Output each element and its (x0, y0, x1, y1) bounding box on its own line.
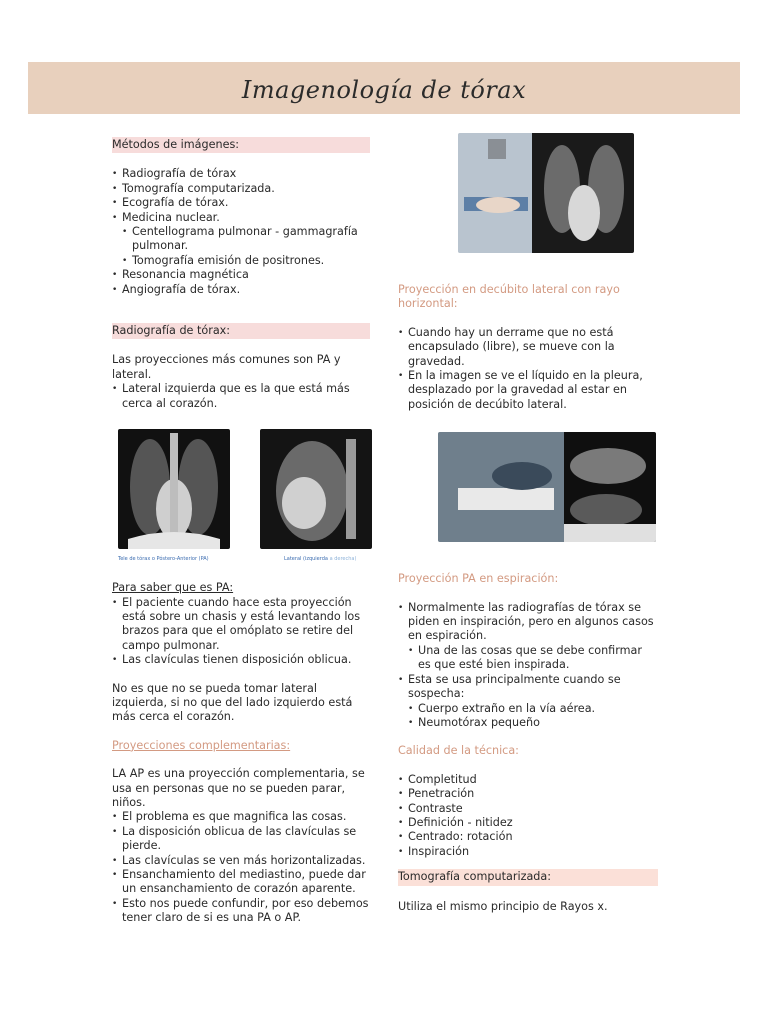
espiracion-sublist-1 (398, 644, 658, 673)
pa-bullets (112, 596, 370, 668)
title-banner (28, 62, 740, 114)
calidad-heading: Calidad de la técnica: (398, 744, 519, 758)
right-column (398, 133, 658, 914)
metodos-list (112, 167, 370, 225)
pa-xray-image (118, 429, 230, 549)
list-item: • Penetración (398, 787, 658, 801)
list-item: • El problema es que magnifica las cosas. (112, 810, 370, 824)
list-item: • Cuando hay un derrame que no está encapsulado (libre), se mueve con la gravedad. (398, 326, 658, 369)
list-item: • Completitud (398, 773, 658, 787)
espiracion-bullets (398, 601, 658, 644)
decubito-figure-top (398, 133, 658, 283)
list-item: • Definición - nitidez (398, 816, 658, 830)
list-item: • Contraste (398, 802, 658, 816)
decubito-xray-image (458, 133, 634, 253)
rx-intro: Las proyecciones más comunes son PA y lateral. (112, 353, 341, 381)
list-item: • Una de las cosas que se debe confirmar es que esté bien inspirada. (408, 644, 658, 673)
metodos-heading: Métodos de imágenes: (112, 137, 370, 153)
complementarias-bullets (112, 810, 370, 925)
rx-heading: Radiografía de tórax: (112, 323, 370, 339)
pa-heading: Para saber que es PA: (112, 581, 234, 595)
complementarias-heading: Proyecciones complementarias: (112, 738, 291, 752)
tomografia-heading: Tomografía computarizada: (398, 869, 658, 885)
list-item: • Angiografía de tórax. (112, 283, 370, 297)
list-item: • Radiografía de tórax (112, 167, 370, 181)
page-title: Imagenología de tórax (241, 76, 527, 104)
decubito-heading: Proyección en decúbito lateral con rayo horizontal: (398, 283, 620, 311)
list-item: • Neumotórax pequeño (408, 716, 658, 730)
decubito-figure-bottom (398, 422, 658, 572)
list-item: • Medicina nuclear. (112, 211, 370, 225)
list-item: • Centellograma pulmonar - gammagrafía pulmonar. (122, 225, 370, 254)
list-item: • Esta se usa principalmente cuando se sospecha: (398, 673, 658, 702)
espiracion-heading: Proyección PA en espiración: (398, 572, 559, 586)
rx-figures (112, 423, 370, 581)
list-item: • El paciente cuando hace esta proyección está sobre un chasis y está levantando los brazos para que el omóplato se retire del campo pulmonar. (112, 596, 370, 654)
nuclear-sublist (112, 225, 370, 268)
list-item: • Normalmente las radiografías de tórax se piden en inspiración, pero en algunos casos en espiración. (398, 601, 658, 644)
list-item: • Ecografía de tórax. (112, 196, 370, 210)
calidad-list (398, 773, 658, 859)
list-item: • Cuerpo extraño en la vía aérea. (408, 702, 658, 716)
list-item: • Inspiración (398, 845, 658, 859)
decubito-lateral-image (438, 432, 656, 542)
list-item: • Tomografía emisión de positrones. (122, 254, 370, 268)
metodos-list-tail (112, 268, 370, 297)
lateral-caption: Lateral (izquierda a derecha) (284, 556, 357, 563)
lateral-note: No es que no se pueda tomar lateral izquierda, si no que del lado izquierdo está más cerca el corazón. (112, 681, 353, 724)
list-item: • Ensanchamiento del mediastino, puede dar un ensanchamiento de corazón aparente. (112, 868, 370, 897)
list-item: • En la imagen se ve el líquido en la pleura, desplazado por la gravedad al estar en posición de decúbito lateral. (398, 369, 658, 412)
list-item: • Las clavículas se ven más horizontalizadas. (112, 854, 370, 868)
tomografia-text: Utiliza el mismo principio de Rayos x. (398, 899, 608, 913)
list-item: • Resonancia magnética (112, 268, 370, 282)
list-item: • Las clavículas tienen disposición oblicua. (112, 653, 370, 667)
left-column (112, 137, 370, 926)
pa-caption: Tele de tórax o Póstero-Anterior (PA) (118, 556, 209, 563)
list-item: • Esto nos puede confundir, por eso debemos tener claro de si es una PA o AP. (112, 897, 370, 926)
espiracion-sublist-2 (398, 702, 658, 731)
lateral-xray-image (260, 429, 372, 549)
list-item: • Lateral izquierda que es la que está más cerca al corazón. (112, 382, 370, 411)
complementarias-intro: LA AP es una proyección complementaria, se usa en personas que no se pueden parar, niños. (112, 767, 365, 809)
espiracion-bullets-2 (398, 673, 658, 702)
list-item: • Tomografía computarizada. (112, 182, 370, 196)
decubito-bullets (398, 326, 658, 412)
list-item: • La disposición oblicua de las clavículas se pierde. (112, 825, 370, 854)
list-item: • Centrado: rotación (398, 830, 658, 844)
rx-bullets (112, 382, 370, 411)
